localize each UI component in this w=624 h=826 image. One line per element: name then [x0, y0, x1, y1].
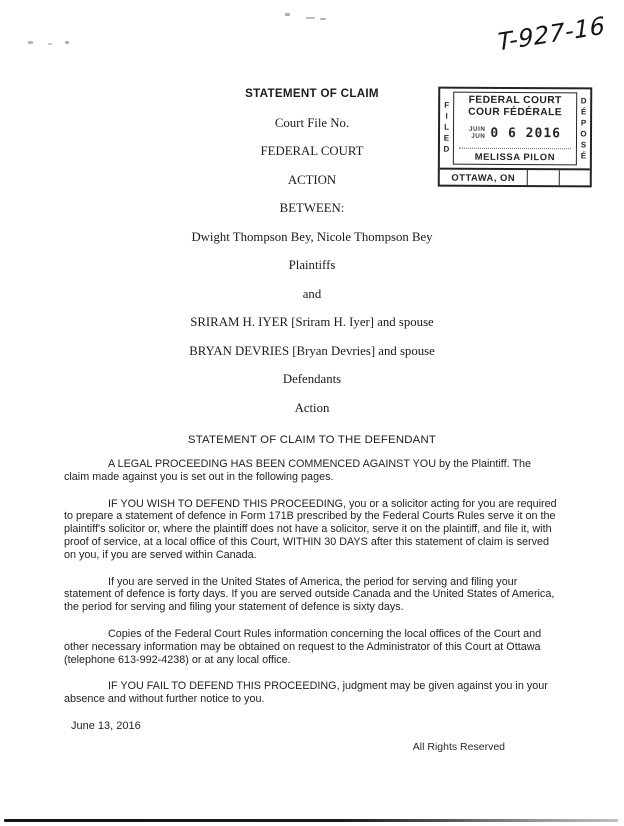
stamp-court-name-fr: COUR FÉDÉRALE [468, 106, 563, 118]
proceeding-type: ACTION [287, 172, 337, 187]
scan-speck [306, 17, 315, 19]
stamp-month-en: JUN [471, 132, 486, 140]
court-name: FEDERAL COURT [260, 144, 364, 158]
scan-artifact-line [4, 819, 618, 822]
plaintiff-names: Dwight Thompson Bey, Nicole Thompson Bey [191, 229, 433, 244]
stamp-registry-officer-name: MELISSA PILON [459, 148, 571, 163]
stamp-court-names [454, 95, 576, 119]
notice-paragraph-5: IF YOU FAIL TO DEFEND THIS PROCEEDING, judgment may be given against you in your absence and without further notice to you. [64, 680, 548, 706]
stamp-filing-date: 0 6 2016 [490, 125, 562, 142]
document-date: June 13, 2016 [71, 719, 141, 732]
stamp-inner-box [453, 92, 577, 166]
stamp-court-name-en: FEDERAL COURT [468, 94, 562, 107]
defendants-role-label: Defendants [282, 372, 342, 386]
document-title: STATEMENT OF CLAIM [245, 87, 379, 100]
handwritten-case-number: T-927-16 [496, 11, 606, 57]
stamp-filed-vertical-label: FILED [441, 100, 452, 156]
conjunction-and: and [302, 286, 322, 301]
stamp-depose-vertical-label: DÉPOSÉ [578, 95, 589, 162]
stamp-office-location: OTTAWA, ON [451, 171, 516, 184]
plaintiffs-role-label: Plaintiffs [288, 258, 336, 272]
stamp-main-box [440, 89, 590, 169]
scan-speck [28, 41, 33, 44]
stamp-month-fr: JUIN [469, 125, 486, 133]
scan-speck [48, 43, 52, 45]
notice-paragraph-2: IF YOU WISH TO DEFEND THIS PROCEEDING, you or a solicitor acting for you are required to prepare a statement of defence in Form 171B prescribed by the Federal Courts Rules serve it on the plaintiff's solicitor or, where the plaintiff does not have a solicitor, serve it on the plaintiff, and file it, with proof of service, at a local office of this Court, WITHIN 30 DAYS after this statement of claim is served on you, if you are served within Canada. [64, 497, 557, 561]
notice-to-defendant-heading: STATEMENT OF CLAIM TO THE DEFENDANT [187, 434, 437, 446]
stamp-empty-cell [558, 170, 590, 185]
notice-paragraph-4: Copies of the Federal Court Rules information concerning the local offices of the Court and other necessary information may be obtained on request to the Administrator of this Court at Ottawa (telephone 613-992-4238) or at any local office. [64, 627, 542, 666]
stamp-date-row [454, 126, 576, 142]
stamp-month-abbreviations [469, 127, 485, 140]
stamp-bottom-row [440, 168, 590, 186]
rights-reserved-note: All Rights Reserved [412, 740, 505, 753]
court-file-number-label: Court File No. [274, 115, 350, 130]
scan-speck [285, 13, 290, 16]
notice-paragraph-1: A LEGAL PROCEEDING HAS BEEN COMMENCED AGAINST YOU by the Plaintiff. The claim made against you is set out in the following pages. [64, 458, 532, 483]
notice-paragraph-3: If you are served in the United States of America, the period for serving and filing your statement of defence is forty days. If you are served outside Canada and the United States of America, the period for serving and filing your statement of defence is sixty days. [64, 575, 555, 614]
stamp-empty-cell [527, 170, 559, 185]
defendant-name-1: SRIRAM H. IYER [Sriram H. Iyer] and spouse [190, 315, 434, 329]
court-filing-stamp [438, 87, 593, 188]
between-label: BETWEEN: [279, 201, 345, 215]
scan-speck [65, 41, 69, 44]
scan-speck [320, 18, 326, 20]
notice-body [0, 454, 624, 754]
action-heading: Action [294, 400, 330, 415]
defendant-name-2: BRYAN DEVRIES [Bryan Devries] and spouse [189, 343, 435, 358]
